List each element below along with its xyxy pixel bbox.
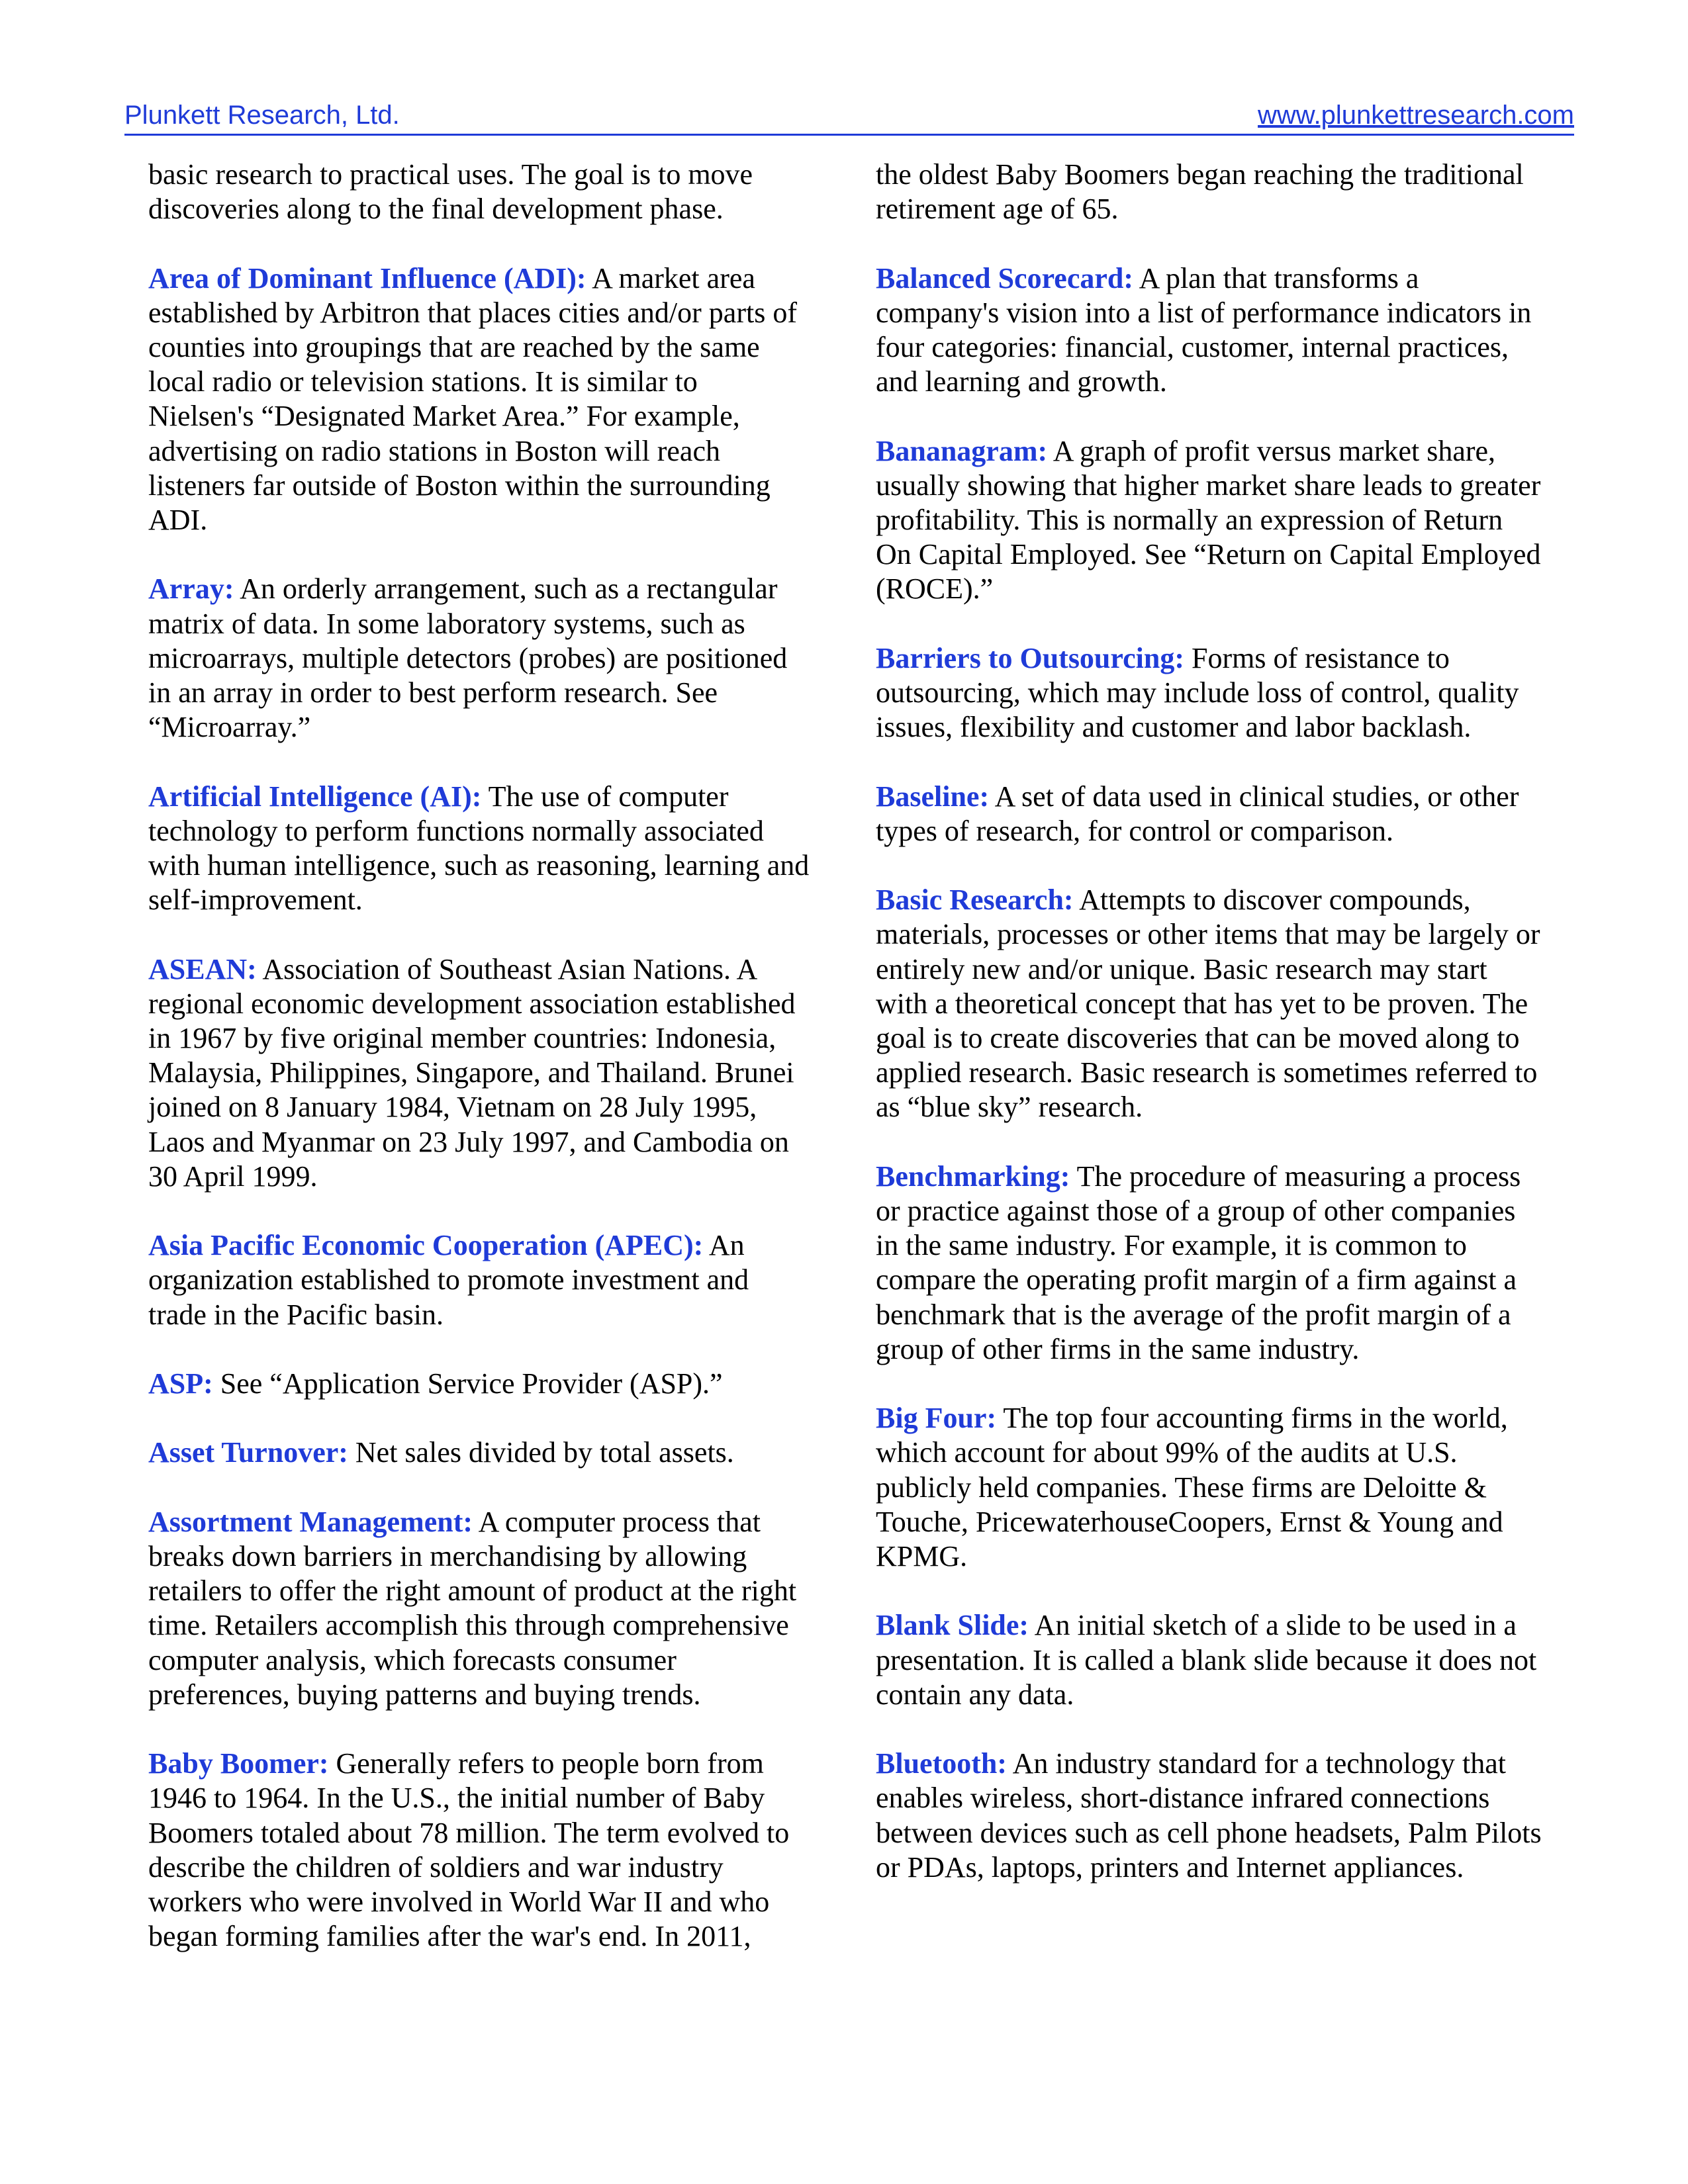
glossary-entry — [876, 1747, 1544, 1885]
glossary-entry — [148, 261, 810, 538]
glossary-definition: Attempts to discover compounds, materials, processes or other items that may be largely or entirely new and/or unique. Basic research may start with a theoretical concept that has yet to be proven. The goal is to create discoveries that can be moved along to applied research. Basic research is sometimes referred to as “blue sky” research. — [876, 884, 1540, 1124]
glossary-entry — [148, 1367, 810, 1401]
glossary-definition: A computer process that breaks down barriers in merchandising by allowing retailers to offer the right amount of product at the right time. Retailers accomplish this through comprehensive computer analysis, which forecasts consumer preferences, buying patterns and buying trends. — [148, 1505, 797, 1711]
glossary-definition: The use of computer technology to perform functions normally associated with human intelligence, such as reasoning, learning and self-improvement. — [148, 780, 810, 917]
company-name: Plunkett Research, Ltd. — [124, 101, 400, 130]
glossary-term: Balanced Scorecard: — [876, 261, 1134, 295]
glossary-definition: An organization established to promote investment and trade in the Pacific basin. — [148, 1229, 749, 1331]
glossary-term: Bananagram: — [876, 434, 1048, 467]
glossary-term: Baseline: — [876, 780, 990, 813]
glossary-definition: A graph of profit versus market share, usually showing that higher market share leads to greater profitability. This is normally an expression of Return On Capital Employed. See “Return on Capital Employed (ROCE).” — [876, 434, 1541, 606]
glossary-definition: Net sales divided by total assets. — [348, 1436, 734, 1469]
glossary-term: Big Four: — [876, 1402, 997, 1435]
glossary-definition: A plan that transforms a company's vision into a list of performance indicators in four categories: financial, customer, internal practices, and learning and growth. — [876, 261, 1532, 398]
glossary-term: Area of Dominant Influence (ADI): — [148, 261, 586, 295]
glossary-entry — [876, 1608, 1544, 1712]
glossary-definition: A set of data used in clinical studies, or other types of research, for control or comparison. — [876, 780, 1519, 847]
glossary-term: Array: — [148, 572, 234, 606]
glossary-definition: See “Application Service Provider (ASP).” — [212, 1367, 723, 1400]
glossary-term: Baby Boomer: — [148, 1747, 329, 1780]
glossary-entry — [876, 1401, 1544, 1574]
glossary-entry — [148, 158, 810, 226]
glossary-term: ASEAN: — [148, 952, 257, 985]
right-column — [876, 158, 1544, 1919]
glossary-entry — [148, 572, 810, 745]
glossary-definition: Forms of resistance to outsourcing, which may include loss of control, quality issues, flexibility and customer and labor backlash. — [876, 641, 1519, 744]
glossary-entry — [876, 434, 1544, 607]
glossary-term: Barriers to Outsourcing: — [876, 641, 1185, 674]
glossary-definition: An industry standard for a technology that enables wireless, short-distance infrared connections between devices such as cell phone headsets, Palm Pilots or PDAs, laptops, printers and Internet appliances. — [876, 1747, 1542, 1884]
glossary-term: Benchmarking: — [876, 1160, 1070, 1193]
glossary-definition: Generally refers to people born from 1946 to 1964. In the U.S., the initial number of Baby Boomers totaled about 78 million. The term evolved to describe the children of soldiers and war industry workers who were involved in World War II and who began forming families after the war's end. In 2011, — [148, 1747, 790, 1953]
left-column — [148, 158, 810, 1989]
glossary-term: Artificial Intelligence (AI): — [148, 780, 482, 813]
glossary-entry — [876, 158, 1544, 226]
glossary-definition: The top four accounting firms in the world, which account for about 99% of the audits at U.S. publicly held companies. These firms are Deloitte & Touche, PricewaterhouseCoopers, Ernst & Young and KPMG. — [876, 1402, 1508, 1573]
glossary-entry — [148, 952, 810, 1194]
glossary-term: ASP: — [148, 1367, 213, 1400]
glossary-entry — [876, 1160, 1544, 1367]
glossary-entry — [148, 1747, 810, 1954]
glossary-term: Asset Turnover: — [148, 1436, 348, 1469]
glossary-entry — [148, 1505, 810, 1712]
glossary-term: Basic Research: — [876, 884, 1074, 917]
glossary-definition: An initial sketch of a slide to be used in a presentation. It is called a blank slide because it does not contain any data. — [876, 1609, 1537, 1711]
glossary-term: Assortment Management: — [148, 1505, 473, 1538]
glossary-term: Bluetooth: — [876, 1747, 1007, 1780]
glossary-definition: the oldest Baby Boomers began reaching the traditional retirement age of 65. — [876, 158, 1524, 226]
glossary-definition: An orderly arrangement, such as a rectangular matrix of data. In some laboratory systems, such as microarrays, multiple detectors (probes) are positioned in an array in order to best perform research. See “Microarray.” — [148, 572, 788, 744]
glossary-definition: The procedure of measuring a process or practice against those of a group of other companies in the same industry. For example, it is common to compare the operating profit margin of a firm against a benchmark that is the average of the profit margin of a group of other firms in the same industry. — [876, 1160, 1521, 1365]
glossary-term: Asia Pacific Economic Cooperation (APEC): — [148, 1229, 704, 1262]
glossary-definition: Association of Southeast Asian Nations. A regional economic development association established in 1967 by five original member countries: Indonesia, Malaysia, Philippines, Singapore, and Thailand. Brunei joined on 8 January 1984, Vietnam on 28 July 1995, Laos and Myanmar on 23 July 1997, and Cambodia on 30 April 1999. — [148, 952, 796, 1193]
glossary-term: Blank Slide: — [876, 1609, 1029, 1642]
glossary-entry — [876, 780, 1544, 848]
website-link[interactable]: www.plunkettresearch.com — [1258, 101, 1574, 130]
page-header — [124, 99, 1574, 136]
glossary-entry — [148, 780, 810, 918]
glossary-entry — [876, 261, 1544, 400]
glossary-entry — [148, 1435, 810, 1470]
glossary-entry — [876, 883, 1544, 1124]
glossary-definition: basic research to practical uses. The goal is to move discoveries along to the final development phase. — [148, 158, 753, 226]
glossary-entry — [876, 641, 1544, 745]
glossary-definition: A market area established by Arbitron that places cities and/or parts of counties into groupings that are reached by the same local radio or television stations. It is similar to Nielsen's “Designated Market Area.” For example, advertising on radio stations in Boston will reach listeners far outside of Boston within the surrounding ADI. — [148, 261, 797, 537]
glossary-entry — [148, 1228, 810, 1332]
